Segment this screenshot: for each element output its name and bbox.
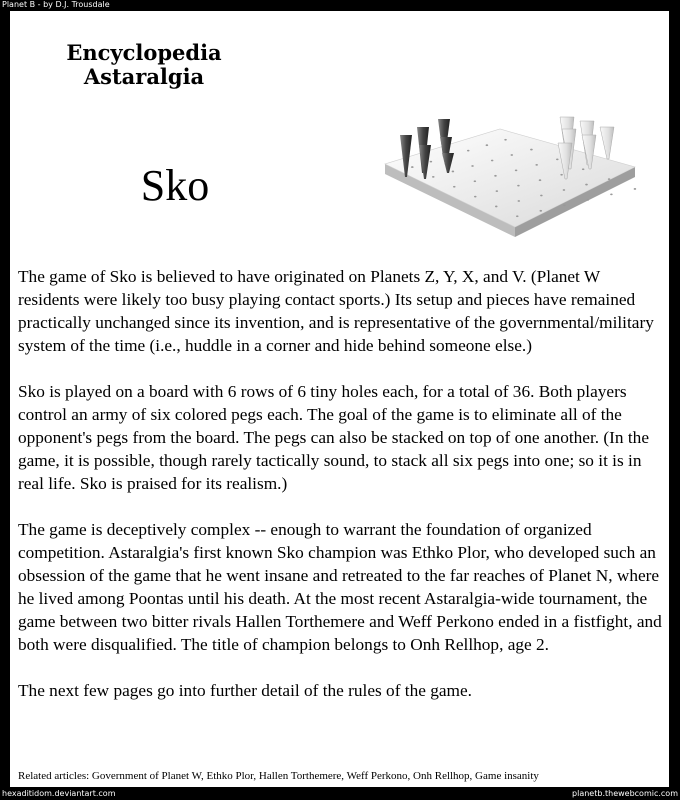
- article-paragraph-1: The game of Sko is believed to have originated on Planets Z, Y, X, and V. (Planet W residents were likely too busy playing contact sports.) Its setup and pieces have remained practically unchanged since its invention, and is representative of the governmental/military system of the time (i.e., huddle in a corner and hide behind someone else.): [18, 267, 654, 355]
- board-hole: [504, 139, 507, 141]
- board-hole: [486, 144, 489, 146]
- board-hole: [432, 176, 435, 178]
- board-hole: [471, 165, 474, 167]
- board-hole: [494, 175, 497, 177]
- board-hole: [540, 195, 543, 197]
- board-hole: [535, 164, 538, 166]
- board-hole: [585, 184, 588, 186]
- article-paragraph-4: The next few pages go into further detail of the rules of the game.: [18, 681, 472, 700]
- webcomic-url: planetb.thewebcomic.com: [572, 789, 678, 798]
- board-hole: [510, 154, 513, 156]
- board-hole: [453, 186, 456, 188]
- board-hole: [563, 189, 566, 191]
- board-hole: [491, 160, 494, 162]
- board-hole: [608, 178, 611, 180]
- deviantart-url: hexaditidom.deviantart.com: [2, 789, 116, 798]
- board-hole: [539, 210, 542, 212]
- board-hole: [467, 150, 470, 152]
- article-body: [18, 265, 664, 725]
- board-hole: [539, 179, 542, 181]
- board-hole: [587, 199, 590, 201]
- board-hole: [411, 166, 414, 168]
- comic-credit: Planet B - by D.J. Trousdale: [2, 0, 110, 9]
- article-paragraph-3: The game is deceptively complex -- enough to warrant the foundation of organized competition. Astaralgia's first known Sko champion was Ethko Plor, who developed such an obsession of the game that he went insane and retreated to the far reaches of Planet N, where he lived among Poontas until his death. At the most recent Astaralgia-wide tournament, the game between two bitter rivals Hallen Torthemere and Weff Perkono ended in a fistfight, and both were disqualified. The title of champion belongs to Onh Rellhop, age 2.: [18, 520, 662, 654]
- board-hole: [516, 215, 519, 217]
- board-hole: [474, 196, 477, 198]
- encyclopedia-heading-line1: Encyclopedia: [66, 40, 222, 65]
- board-hole: [530, 149, 533, 151]
- encyclopedia-heading: [44, 41, 244, 89]
- board-hole: [634, 188, 637, 190]
- related-articles: Related articles: Government of Planet W, Ethko Plor, Hallen Torthemere, Weff Perkono, Onh Rellhop, Game insanity: [18, 770, 539, 782]
- board-hole: [560, 174, 563, 176]
- sko-board-icon: [380, 99, 640, 239]
- encyclopedia-heading-line2: Astaralgia: [83, 64, 205, 89]
- board-hole: [556, 159, 559, 161]
- comic-credit-bar: [0, 0, 680, 10]
- board-hole: [430, 161, 433, 163]
- encyclopedia-page: [10, 11, 669, 787]
- board-hole: [452, 171, 455, 173]
- board-hole: [563, 204, 566, 206]
- board-hole: [610, 194, 613, 196]
- board-hole: [517, 185, 520, 187]
- board-hole: [582, 168, 585, 170]
- board-hole: [518, 200, 521, 202]
- board-hole: [496, 190, 499, 192]
- board-hole: [515, 169, 518, 171]
- article-paragraph-2: Sko is played on a board with 6 rows of 6 tiny holes each, for a total of 36. Both players control an army of six colored pegs each. The goal of the game is to eliminate all of the opponent's pegs from the board. The pegs can also be stacked on top of one another. (In the game, it is possible, though rarely tactically sound, to stack all six pegs into one; so it is in real life. Sko is praised for its realism.): [18, 382, 649, 493]
- article-title: Sko: [140, 161, 210, 210]
- url-bar: [0, 788, 680, 800]
- board-hole: [474, 180, 477, 182]
- board-hole: [495, 206, 498, 208]
